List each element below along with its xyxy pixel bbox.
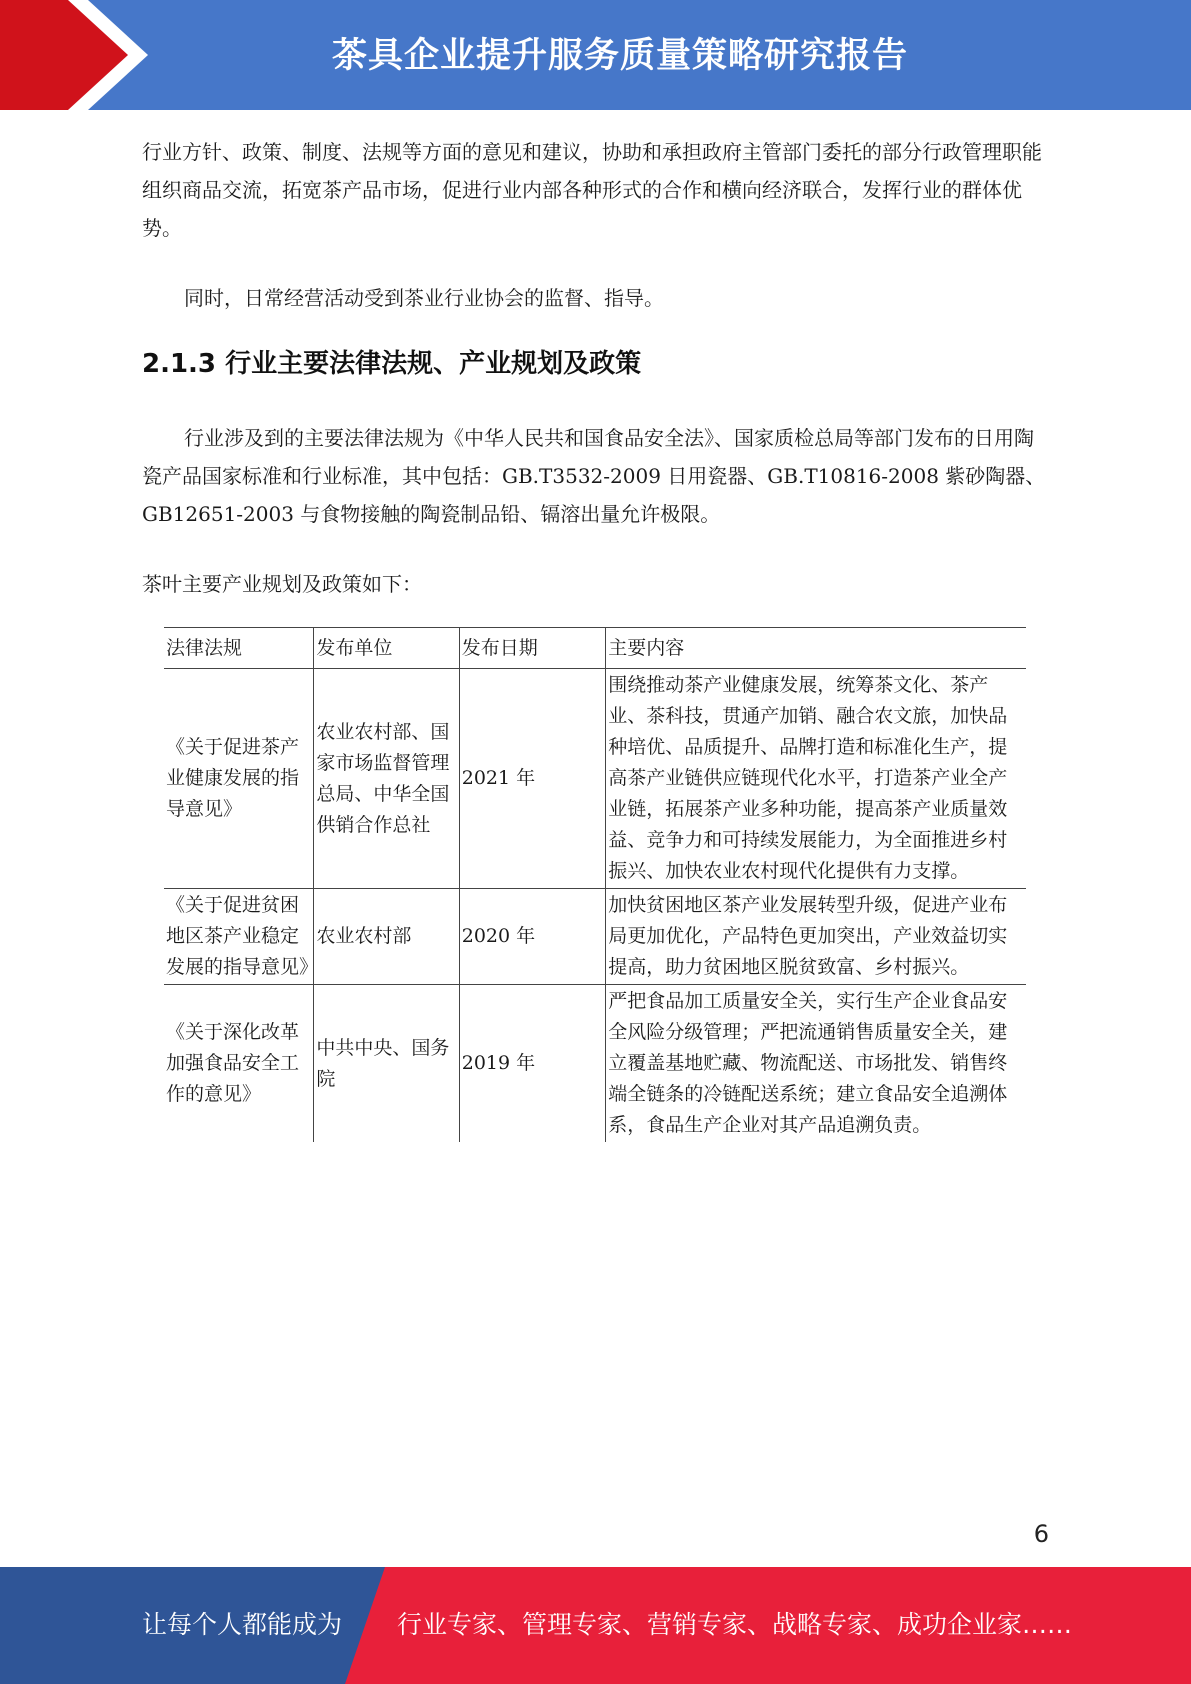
regulations-paragraph: 行业涉及到的主要法律法规为《中华人民共和国食品安全法》、国家质检总局等部门发布的日用陶瓷产品国家标准和行业标准，其中包括：GB.T3532-2009 日用瓷器、GB.T10816-2008 紫砂陶器、GB12651-2003 与食物接触的陶瓷制品铅、镉溶出量允许极限。 — [142, 426, 1046, 526]
content-cell: 严把食品加工质量安全关，实行生产企业食品安全风险分级管理；严把流通销售质量安全关，建立覆盖基地贮藏、物流配送、市场批发、销售终端全链条的冷链配送系统；建立食品安全追溯体系，食品生产企业对其产品追溯负责。 — [606, 985, 1026, 1143]
intro-paragraph: 行业方针、政策、制度、法规等方面的意见和建议，协助和承担政府主管部门委托的部分行政管理职能组织商品交流，拓宽茶产品市场，促进行业内部各种形式的合作和横向经济联合，发挥行业的群体优势。 — [142, 140, 1042, 240]
issuer-cell: 农业农村部 — [314, 889, 459, 985]
page-header — [0, 0, 1191, 110]
column-header: 法律法规 — [164, 628, 314, 669]
regulation-name-cell: 《关于促进茶产业健康发展的指导意见》 — [164, 669, 314, 889]
section-heading: 2.1.3 行业主要法律法规、产业规划及政策 — [142, 349, 642, 379]
report-title: 茶具企业提升服务质量策略研究报告 — [331, 36, 908, 76]
column-header: 发布日期 — [459, 628, 605, 669]
table-row — [164, 889, 1026, 985]
issuer-cell: 农业农村部、国家市场监督管理总局、中华全国供销合作总社 — [314, 669, 459, 889]
table-row — [164, 985, 1026, 1143]
supervision-paragraph: 同时，日常经营活动受到茶业行业协会的监督、指导。 — [184, 286, 664, 310]
issuer-cell: 中共中央、国务院 — [314, 985, 459, 1143]
column-header: 发布单位 — [314, 628, 459, 669]
regulation-name-cell: 《关于促进贫困地区茶产业稳定发展的指导意见》 — [164, 889, 314, 985]
column-header: 主要内容 — [606, 628, 1026, 669]
page-number: 6 — [1033, 1520, 1049, 1548]
date-cell: 2021 年 — [459, 669, 605, 889]
date-cell: 2019 年 — [459, 985, 605, 1143]
table-row — [164, 669, 1026, 889]
footer-slogan-right: 行业专家、管理专家、营销专家、战略专家、成功企业家…… — [397, 1610, 1073, 1639]
content-cell: 加快贫困地区茶产业发展转型升级，促进产业布局更加优化，产品特色更加突出，产业效益切实提高，助力贫困地区脱贫致富、乡村振兴。 — [606, 889, 1026, 985]
regulation-name-cell: 《关于深化改革加强食品安全工作的意见》 — [164, 985, 314, 1143]
page-footer — [0, 1567, 1191, 1684]
table-intro-paragraph: 茶叶主要产业规划及政策如下： — [142, 572, 422, 596]
content-cell: 围绕推动茶产业健康发展，统筹茶文化、茶产业、茶科技，贯通产加销、融合农文旅，加快品种培优、品质提升、品牌打造和标准化生产，提高茶产业链供应链现代化水平，打造茶产业全产业链，拓展茶产业多种功能，提高茶产业质量效益、竞争力和可持续发展能力，为全面推进乡村振兴、加快农业农村现代化提供有力支撑。 — [606, 669, 1026, 889]
date-cell: 2020 年 — [459, 889, 605, 985]
policy-table — [164, 627, 1026, 1142]
table-header-row — [164, 628, 1026, 669]
footer-slogan-left: 让每个人都能成为 — [142, 1610, 343, 1639]
